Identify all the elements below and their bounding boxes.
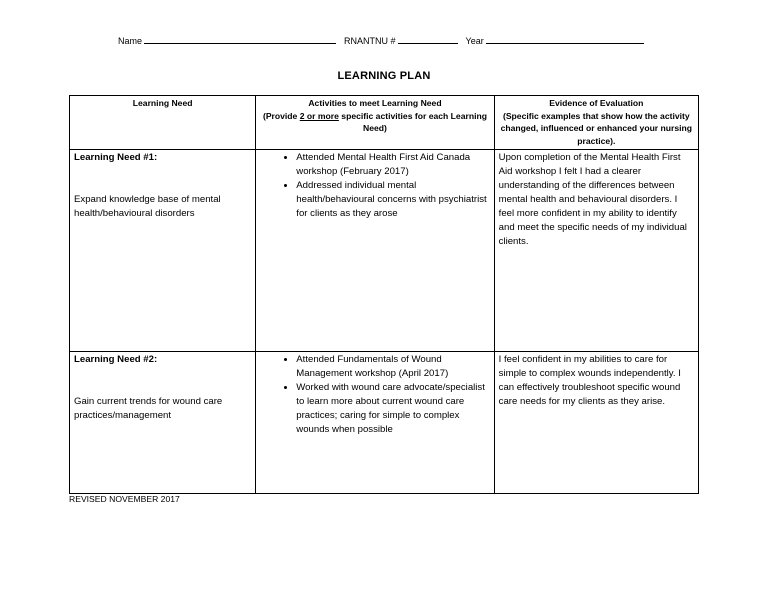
header-fields: [118, 34, 678, 46]
header-learning-need: [70, 96, 256, 150]
table-row: [70, 352, 699, 494]
list-item: • Attended Mental Health First Aid Canada workshop (February 2017): [296, 151, 489, 179]
year-field[interactable]: [486, 34, 644, 44]
name-label: Name: [118, 36, 143, 46]
name-field[interactable]: [144, 34, 336, 44]
page-title: LEARNING PLAN: [337, 70, 431, 82]
header-evidence: [494, 96, 698, 150]
evidence-text: Upon completion of the Mental Health First Aid workshop I felt I had a clearer understanding of the differences between mental health and behavioural disorders. I feel more confident in my ability to identify and meet the specific needs of my individual clients.: [498, 152, 687, 247]
evidence-cell[interactable]: [494, 150, 698, 352]
table-header-row: [70, 96, 699, 150]
learning-need-title: Learning Need #2:: [74, 354, 158, 365]
header-evidence-desc: (Specific examples that show how the activity changed, influenced or enhanced your nursing practice).: [500, 110, 693, 146]
header-activities-title: Activities to meet Learning Need: [308, 98, 442, 108]
list-item: • Addressed individual mental health/behavioural concerns with psychiatrist for clients as they arose: [296, 179, 489, 221]
revision-note: REVISED NOVEMBER 2017: [69, 494, 180, 504]
table-row: [70, 150, 699, 352]
evidence-text: I feel confident in my abilities to care for simple to complex wounds independently. I can effectively troubleshoot specific wound care needs for my clients as they arise.: [498, 354, 681, 407]
learning-need-title: Learning Need #1:: [74, 152, 158, 163]
learning-need-text: Expand knowledge base of mental health/behavioural disorders: [74, 194, 221, 219]
header-activities-post: specific activities for each Learning Need): [338, 110, 487, 134]
header-learning-need-label: Learning Need: [132, 98, 193, 108]
learning-need-cell[interactable]: [70, 352, 256, 494]
activities-list: [260, 151, 489, 221]
rnantnu-label: RNANTNU #: [344, 36, 396, 46]
year-label: Year: [465, 36, 484, 46]
header-evidence-title: Evidence of Evaluation: [549, 98, 644, 108]
activities-cell[interactable]: [256, 352, 494, 494]
learning-need-text: Gain current trends for wound care practices/management: [74, 396, 223, 421]
learning-need-cell[interactable]: [70, 150, 256, 352]
evidence-cell[interactable]: [494, 352, 698, 494]
header-activities-pre: (Provide: [262, 110, 300, 121]
list-item: • Attended Fundamentals of Wound Management workshop (April 2017): [296, 353, 489, 381]
header-activities-underlined: 2 or more: [299, 110, 339, 121]
activities-list: [260, 353, 489, 437]
activities-cell[interactable]: [256, 150, 494, 352]
header-activities: [256, 96, 494, 150]
list-item: • Worked with wound care advocate/specialist to learn more about current wound care practices; caring for simple to complex wounds when possible: [296, 381, 489, 437]
learning-plan-table: [69, 95, 699, 494]
rnantnu-field[interactable]: [398, 34, 458, 44]
